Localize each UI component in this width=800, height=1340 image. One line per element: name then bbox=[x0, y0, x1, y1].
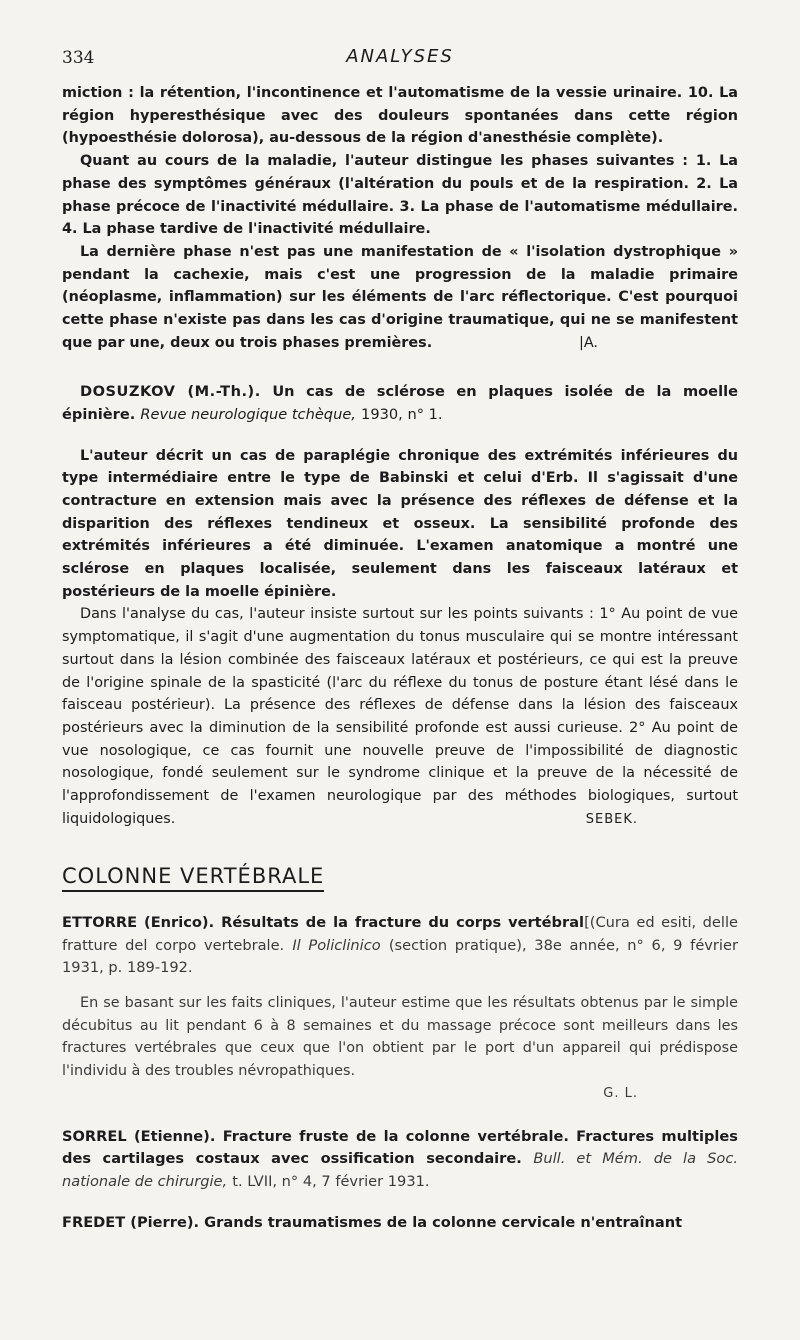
article2-author: DOSUZKOV (M.-Th.). bbox=[80, 383, 261, 401]
article5-heading bbox=[62, 1212, 738, 1235]
article1-signature: |A. bbox=[578, 335, 598, 352]
article3-paragraph-1: En se basant sur les faits cliniques, l'auteur estime que les résultats obtenus par le simple décubitus au lit pendant 6 à 8 semaines et du massage précoce sont meilleurs dans les fractures vertébrales que ceux que l'on obtient par le port d'un appareil qui prédispose l'individu à des troubles névropathiques. bbox=[62, 995, 738, 1080]
article3-title: Résultats de la fracture du corps vertébral bbox=[221, 913, 585, 931]
article2-signature: SEBEK. bbox=[585, 811, 638, 827]
article1-continuation: miction : la rétention, l'incontinence et l'automatisme de la vessie urinaire. 10. La région hyperesthésique avec des douleurs spontanées dans cette région (hypoesthésie dolorosa), au-dessous de la région d'anesthésie complète). bbox=[62, 85, 738, 147]
running-title: ANALYSES bbox=[346, 46, 454, 67]
article4-author: SORREL (Etienne). bbox=[62, 1127, 216, 1145]
article2-paragraph-1: L'auteur décrit un cas de paraplégie chronique des extrémités inférieures du type intermédiaire entre le type de Babinski et celui d'Erb. Il s'agissait d'une contracture en extension mais avec la présence des réflexes de défense et la disparition des réflexes tendineux et osseux. La sensibilité profonde des extrémités inférieures a été diminuée. L'examen anatomique a montré une sclérose en plaques localisée, seulement dans les faisceaux latéraux et postérieurs de la moelle épinière. bbox=[62, 447, 738, 600]
article3-source: [(Cura ed esiti, delle fratture del corpo vertebrale. bbox=[62, 913, 738, 954]
article1-paragraph-2: Quant au cours de la maladie, l'auteur distingue les phases suivantes : 1. La phase des symptômes généraux (l'altération du pouls et de la respiration. 2. La phase précoce de l'inactivité médullaire. 3. La phase de l'automatisme médullaire. 4. La phase tardive de l'inactivité médullaire. bbox=[62, 153, 738, 238]
article5-author: FREDET (Pierre). bbox=[62, 1213, 200, 1231]
article3-journal: Il Policlinico bbox=[292, 936, 381, 954]
page-number: 334 bbox=[62, 48, 95, 68]
article4-journal: Bull. et Mém. de la Soc. nationale de chirurgie, bbox=[62, 1150, 738, 1190]
article2-paragraph-2: Dans l'analyse du cas, l'auteur insiste surtout sur les points suivants : 1° Au point de vue symptomatique, il s'agit d'une augmentation du tonus musculaire qui se montre intéressant surtout dans la lésion combinée des faisceaux latéraux et postérieurs, ce qui est la preuve de l'origine spinale de la spasticité (l'arc du réflexe du tonus de posture étant lésé dans le faisceau postérieur). La présence des réflexes de défense dans la lésion des faisceaux postérieurs avec la diminution de la sensibilité profonde est aussi curieuse. 2° Au point de vue nosologique, ce cas fournit une nouvelle preuve de l'impossibilité de diagnostic nosologique, fondé seulement sur le syndrome clinique et la preuve de la nécessité de l'approfondissement de l'examen neurologique par des méthodes biologiques, surtout liquidologiques. bbox=[62, 606, 738, 827]
article3-signature: G. L. bbox=[603, 1085, 638, 1101]
article2-title: Un cas de sclérose en plaques isolée de la moelle épinière. bbox=[62, 383, 738, 423]
article3-heading bbox=[62, 912, 738, 980]
page-body bbox=[62, 82, 738, 1234]
article2-journal: Revue neurologique tchèque, bbox=[140, 405, 356, 423]
article2-reference: 1930, n° 1. bbox=[361, 405, 443, 423]
article5-title: Grands traumatismes de la colonne cervicale n'entraînant bbox=[204, 1213, 683, 1231]
article4-heading bbox=[62, 1126, 738, 1194]
article3-reference: (section pratique), 38e année, n° 6, 9 février 1931, p. 189-192. bbox=[62, 936, 738, 977]
article1-paragraph-3: La dernière phase n'est pas une manifestation de « l'isolation dystrophique » pendant la cachexie, mais c'est une progression de la maladie primaire (néoplasme, inflammation) sur les éléments de l'arc réflectorique. C'est pourquoi cette phase n'existe pas dans les cas d'origine traumatique, qui ne se manifestent que par une, deux ou trois phases premières. bbox=[62, 243, 738, 351]
article3-author: ETTORRE (Enrico). bbox=[62, 913, 215, 931]
section-heading: COLONNE VERTÉBRALE bbox=[62, 865, 324, 892]
article4-reference: t. LVII, n° 4, 7 février 1931. bbox=[232, 1172, 430, 1190]
article4-title: Fracture fruste de la colonne vertébrale. Fractures multiples des cartilages costaux avec ossification secondaire. bbox=[62, 1127, 738, 1168]
page-header bbox=[62, 44, 738, 74]
article2-heading bbox=[62, 381, 738, 426]
